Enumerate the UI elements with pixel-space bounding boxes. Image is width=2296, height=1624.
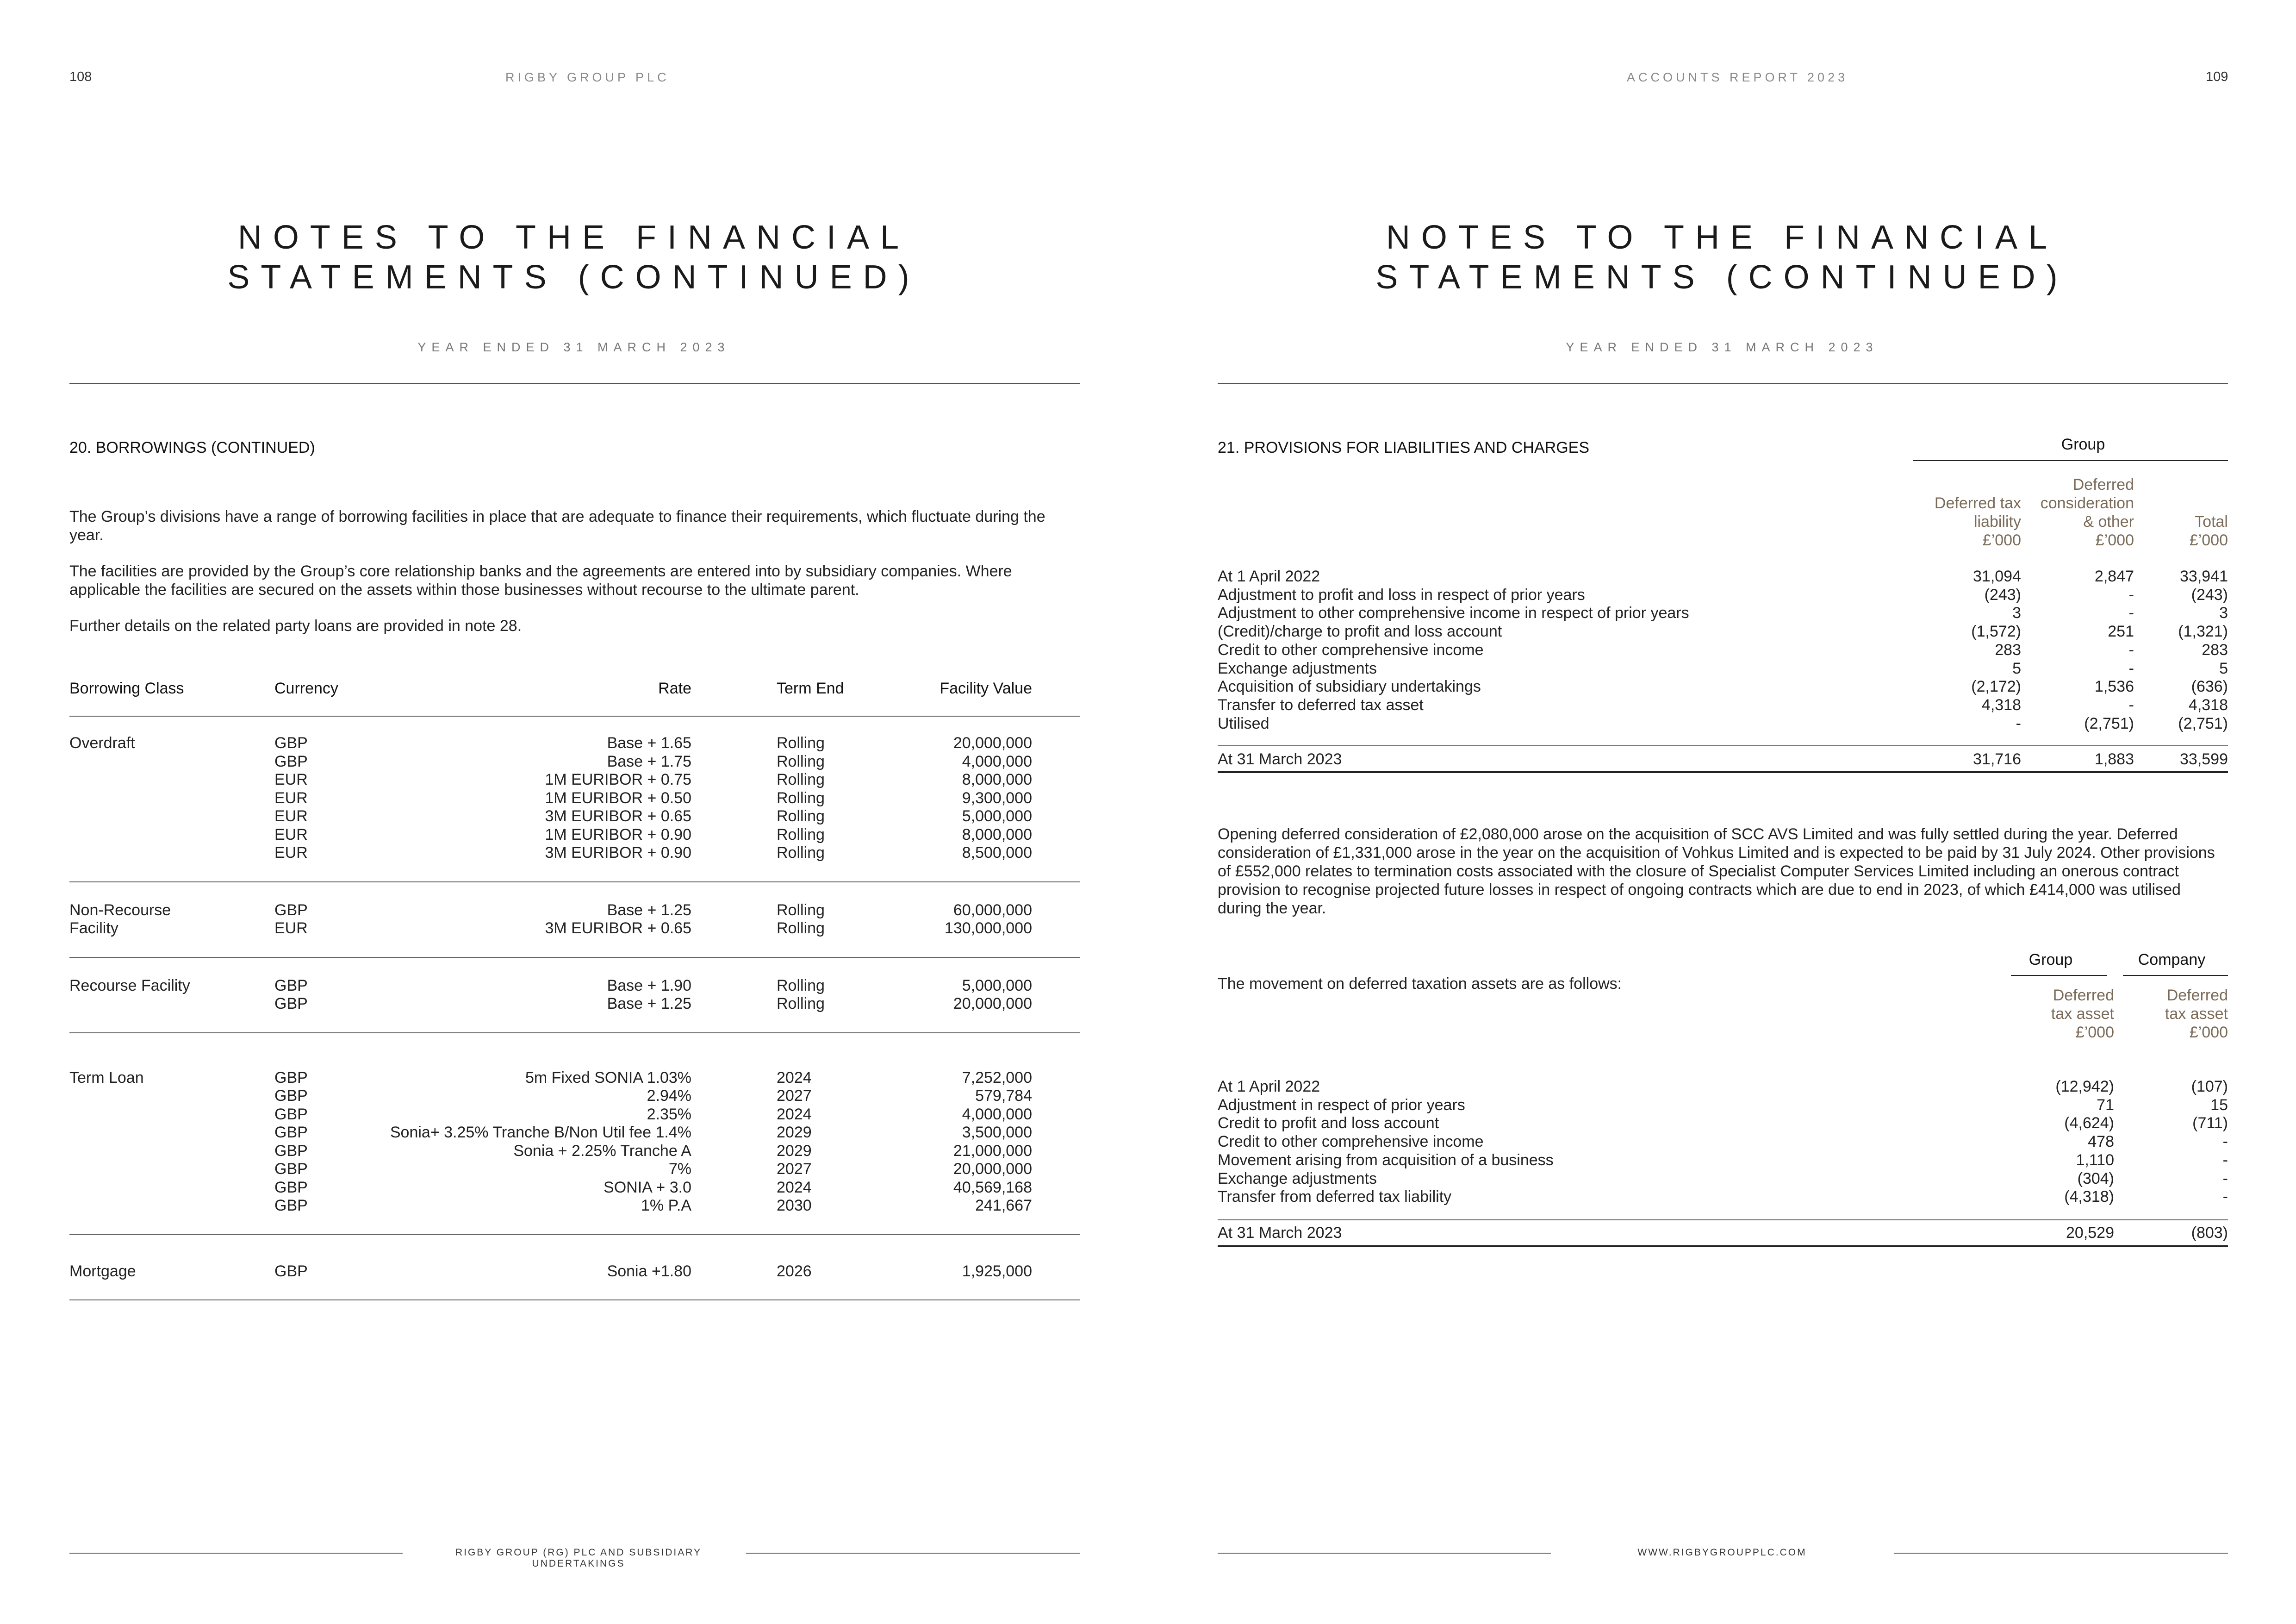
- column-header: Facility Value: [940, 680, 1032, 697]
- currency-cell: EUR: [274, 919, 308, 937]
- value-cell: (4,624): [2064, 1114, 2114, 1132]
- facility-value-cell: 9,300,000: [962, 789, 1032, 807]
- term-end-cell: Rolling: [777, 901, 825, 919]
- facility-value-cell: 579,784: [975, 1087, 1032, 1105]
- borrowing-class: Non-Recourse: [69, 901, 171, 919]
- currency-cell: GBP: [274, 1142, 308, 1160]
- rate-cell: Sonia +1.80: [607, 1262, 691, 1280]
- term-end-cell: Rolling: [777, 919, 825, 937]
- row-label: Adjustment to profit and loss in respect of prior years: [1218, 586, 1585, 604]
- row-label: Acquisition of subsidiary undertakings: [1218, 678, 1481, 696]
- value-cell: 33,599: [2180, 750, 2228, 768]
- value-cell: 283: [1995, 641, 2021, 659]
- currency-cell: EUR: [274, 825, 308, 843]
- facility-value-cell: 241,667: [975, 1197, 1032, 1214]
- column-header: Rate: [658, 680, 691, 697]
- term-end-cell: Rolling: [777, 807, 825, 825]
- column-header: Deferred: [2166, 987, 2228, 1004]
- running-head: RIGBY GROUP PLC: [505, 70, 670, 84]
- row-label: Credit to other comprehensive income: [1218, 1133, 1484, 1151]
- rate-cell: Sonia+ 3.25% Tranche B/Non Util fee 1.4%: [390, 1124, 691, 1141]
- value-cell: 3: [2012, 604, 2021, 622]
- company-label: Company: [2138, 951, 2206, 968]
- facility-value-cell: 1,925,000: [962, 1262, 1032, 1280]
- value-cell: -: [2222, 1169, 2228, 1187]
- table-divider: [69, 716, 1080, 717]
- rate-cell: 5m Fixed SONIA 1.03%: [525, 1068, 691, 1087]
- page-number: 109: [2206, 69, 2228, 84]
- value-cell: (12,942): [2055, 1078, 2114, 1095]
- currency-cell: GBP: [274, 976, 308, 994]
- row-label: Adjustment to other comprehensive income in respect of prior years: [1218, 604, 1689, 622]
- page-subtitle: YEAR ENDED 31 MARCH 2023: [417, 340, 730, 354]
- title-line-2: STATEMENTS (CONTINUED): [1375, 259, 2069, 296]
- running-head: ACCOUNTS REPORT 2023: [1627, 70, 1848, 84]
- term-end-cell: Rolling: [777, 789, 825, 807]
- rate-cell: 2.94%: [647, 1087, 691, 1105]
- column-header: & other: [2083, 513, 2134, 531]
- column-header: liability: [1973, 513, 2021, 531]
- currency-cell: EUR: [274, 807, 308, 825]
- page-title: [1218, 218, 2227, 297]
- right-page: [1148, 0, 2296, 1624]
- value-cell: 283: [2202, 641, 2228, 659]
- column-header: £’000: [2095, 531, 2134, 549]
- term-end-cell: 2024: [777, 1068, 812, 1087]
- currency-cell: GBP: [274, 1197, 308, 1214]
- footer-text: RIGBY GROUP (RG) PLC AND SUBSIDIARY UNDERTAKINGS: [455, 1547, 702, 1569]
- facility-value-cell: 21,000,000: [953, 1142, 1032, 1160]
- company-underline: [2123, 975, 2228, 976]
- facility-value-cell: 5,000,000: [962, 807, 1032, 825]
- title-line-1: NOTES TO THE FINANCIAL: [237, 219, 910, 256]
- footer-rule: [69, 1553, 403, 1554]
- currency-cell: EUR: [274, 771, 308, 788]
- column-header: £’000: [2075, 1024, 2114, 1041]
- value-cell: -: [2222, 1188, 2228, 1206]
- value-cell: (1,321): [2178, 623, 2228, 641]
- value-cell: 478: [2088, 1133, 2114, 1151]
- currency-cell: GBP: [274, 1068, 308, 1087]
- value-cell: (107): [2191, 1078, 2228, 1095]
- row-label: Transfer to deferred tax asset: [1218, 696, 1424, 714]
- value-cell: (304): [2077, 1169, 2114, 1187]
- facility-value-cell: 4,000,000: [962, 752, 1032, 770]
- footer-rule: [1894, 1553, 2228, 1554]
- rate-cell: Sonia + 2.25% Tranche A: [513, 1142, 691, 1160]
- borrowing-class: Mortgage: [69, 1262, 136, 1280]
- value-cell: (243): [1984, 586, 2021, 604]
- value-cell: 2,847: [2094, 568, 2134, 585]
- header-divider: [69, 383, 1080, 384]
- row-label: Transfer from deferred tax liability: [1218, 1188, 1452, 1206]
- value-cell: -: [2128, 659, 2134, 677]
- total-rule-bottom: [1218, 1245, 2228, 1247]
- rate-cell: Base + 1.25: [607, 901, 691, 919]
- value-cell: (4,318): [2064, 1188, 2114, 1206]
- rate-cell: Base + 1.90: [607, 976, 691, 994]
- value-cell: 15: [2210, 1096, 2228, 1114]
- row-label: At 31 March 2023: [1218, 1224, 1342, 1242]
- facility-value-cell: 3,500,000: [962, 1124, 1032, 1141]
- row-label: (Credit)/charge to profit and loss account: [1218, 623, 1502, 641]
- currency-cell: GBP: [274, 734, 308, 752]
- table-divider: [69, 957, 1080, 958]
- rate-cell: 3M EURIBOR + 0.65: [545, 807, 691, 825]
- value-cell: (711): [2192, 1114, 2228, 1132]
- value-cell: 33,941: [2180, 568, 2228, 585]
- column-header: Deferred: [2072, 476, 2134, 493]
- borrowing-class: Overdraft: [69, 734, 135, 752]
- paragraph: Further details on the related party loans are provided in note 28.: [69, 617, 522, 635]
- currency-cell: EUR: [274, 789, 308, 807]
- value-cell: (2,751): [2178, 714, 2228, 732]
- facility-value-cell: 20,000,000: [953, 995, 1032, 1012]
- value-cell: -: [2128, 696, 2134, 714]
- facility-value-cell: 20,000,000: [953, 734, 1032, 752]
- value-cell: -: [2128, 586, 2134, 604]
- rate-cell: 3M EURIBOR + 0.90: [545, 844, 691, 862]
- facility-value-cell: 7,252,000: [962, 1068, 1032, 1087]
- value-cell: (636): [2191, 678, 2228, 696]
- currency-cell: GBP: [274, 1178, 308, 1196]
- value-cell: 1,536: [2094, 678, 2134, 696]
- paragraph: Opening deferred consideration of £2,080,000 arose on the acquisition of SCC AVS Limited and was fully settled during the year. Deferred consideration of £1,331,000 arose in the year on the acquisition of Vohkus Limited and is expected to be paid by 31 July 2024. Other provisions of £552,000 relates to termination costs associated with the closure of Specialist Computer Services Limited including an onerous contract provision to recognise projected future losses in respect of ongoing contracts which are due to end in 2023, of which £414,000 was utilised during the year.: [1218, 825, 2215, 917]
- rate-cell: 1M EURIBOR + 0.50: [545, 789, 691, 807]
- page-subtitle: YEAR ENDED 31 MARCH 2023: [1566, 340, 1879, 354]
- term-end-cell: 2027: [777, 1160, 812, 1178]
- value-cell: 4,318: [1981, 696, 2021, 714]
- column-header: £’000: [2189, 1024, 2228, 1041]
- facility-value-cell: 60,000,000: [953, 901, 1032, 919]
- footer-link[interactable]: WWW.RIGBYGROUPPLC.COM: [1637, 1547, 1807, 1558]
- value-cell: 31,716: [1973, 750, 2021, 768]
- value-cell: 71: [2097, 1096, 2114, 1114]
- column-header: £’000: [1982, 531, 2021, 549]
- term-end-cell: 2024: [777, 1105, 812, 1123]
- column-header: Term End: [777, 680, 844, 697]
- row-label: Exchange adjustments: [1218, 659, 1377, 677]
- currency-cell: GBP: [274, 1160, 308, 1178]
- rate-cell: SONIA + 3.0: [604, 1178, 691, 1196]
- value-cell: (243): [2191, 586, 2228, 604]
- rate-cell: Base + 1.65: [607, 734, 691, 752]
- row-label: At 31 March 2023: [1218, 750, 1342, 768]
- column-header: tax asset: [2051, 1005, 2114, 1023]
- table-intro: The movement on deferred taxation assets are as follows:: [1218, 975, 1622, 993]
- currency-cell: GBP: [274, 752, 308, 770]
- borrowing-class: Recourse Facility: [69, 976, 190, 994]
- currency-cell: GBP: [274, 1087, 308, 1105]
- header-divider: [1218, 383, 2228, 384]
- facility-value-cell: 130,000,000: [944, 919, 1032, 937]
- term-end-cell: Rolling: [777, 995, 825, 1012]
- term-end-cell: Rolling: [777, 844, 825, 862]
- column-header: tax asset: [2165, 1005, 2228, 1023]
- facility-value-cell: 8,000,000: [962, 771, 1032, 788]
- value-cell: 20,529: [2066, 1224, 2114, 1242]
- column-header: £’000: [2189, 531, 2228, 549]
- value-cell: -: [2128, 641, 2134, 659]
- title-line-2: STATEMENTS (CONTINUED): [227, 259, 921, 296]
- rate-cell: 2.35%: [647, 1105, 691, 1123]
- group-underline: [1913, 460, 2228, 461]
- facility-value-cell: 20,000,000: [953, 1160, 1032, 1178]
- value-cell: (803): [2191, 1224, 2228, 1242]
- rate-cell: 1M EURIBOR + 0.75: [545, 771, 691, 788]
- facility-value-cell: 8,000,000: [962, 825, 1032, 843]
- value-cell: 1,110: [2076, 1151, 2114, 1169]
- term-end-cell: Rolling: [777, 752, 825, 770]
- currency-cell: GBP: [274, 901, 308, 919]
- facility-value-cell: 8,500,000: [962, 844, 1032, 862]
- value-cell: (1,572): [1971, 623, 2021, 641]
- row-label: Credit to profit and loss account: [1218, 1114, 1439, 1132]
- value-cell: 4,318: [2188, 696, 2228, 714]
- currency-cell: GBP: [274, 1124, 308, 1141]
- row-label: Utilised: [1218, 714, 1269, 732]
- value-cell: -: [2128, 604, 2134, 622]
- facility-value-cell: 5,000,000: [962, 976, 1032, 994]
- term-end-cell: Rolling: [777, 771, 825, 788]
- column-header: Currency: [274, 680, 338, 697]
- row-label: Credit to other comprehensive income: [1218, 641, 1484, 659]
- row-label: Exchange adjustments: [1218, 1169, 1377, 1187]
- currency-cell: GBP: [274, 1105, 308, 1123]
- row-label: Movement arising from acquisition of a business: [1218, 1151, 1554, 1169]
- value-cell: 5: [2219, 659, 2228, 677]
- total-rule-top: [1218, 745, 2228, 746]
- value-cell: 5: [2012, 659, 2021, 677]
- term-end-cell: 2027: [777, 1087, 812, 1105]
- value-cell: 1,883: [2094, 750, 2134, 768]
- borrowing-class: Facility: [69, 919, 118, 937]
- table-divider: [69, 1234, 1080, 1235]
- rate-cell: Base + 1.25: [607, 995, 691, 1012]
- section-heading: 20. BORROWINGS (CONTINUED): [69, 439, 315, 456]
- column-header: Deferred tax: [1934, 494, 2021, 512]
- table-divider: [69, 1032, 1080, 1033]
- footer-rule: [1218, 1553, 1551, 1554]
- column-header: Total: [2195, 513, 2228, 531]
- paragraph: The Group’s divisions have a range of borrowing facilities in place that are adequate to finance their requirements, which fluctuate during the year.: [69, 508, 1045, 544]
- table-divider: [69, 881, 1080, 882]
- value-cell: -: [2222, 1151, 2228, 1169]
- group-label: Group: [2028, 951, 2073, 968]
- value-cell: 3: [2219, 604, 2228, 622]
- rate-cell: Base + 1.75: [607, 752, 691, 770]
- value-cell: 31,094: [1973, 568, 2021, 585]
- rate-cell: 3M EURIBOR + 0.65: [545, 919, 691, 937]
- column-header: consideration: [2040, 494, 2134, 512]
- term-end-cell: 2030: [777, 1197, 812, 1214]
- value-cell: (2,172): [1971, 678, 2021, 696]
- total-rule-bottom: [1218, 771, 2228, 773]
- table-divider: [69, 1299, 1080, 1300]
- value-cell: -: [2222, 1133, 2228, 1151]
- value-cell: -: [2016, 714, 2021, 732]
- column-header: Borrowing Class: [69, 680, 184, 697]
- group-label: Group: [2061, 436, 2105, 453]
- facility-value-cell: 4,000,000: [962, 1105, 1032, 1123]
- row-label: At 1 April 2022: [1218, 568, 1320, 585]
- currency-cell: GBP: [274, 1262, 308, 1280]
- currency-cell: EUR: [274, 844, 308, 862]
- term-end-cell: Rolling: [777, 825, 825, 843]
- facility-value-cell: 40,569,168: [953, 1178, 1032, 1196]
- title-line-1: NOTES TO THE FINANCIAL: [1386, 219, 2059, 256]
- borrowing-class: Term Loan: [69, 1068, 144, 1087]
- row-label: At 1 April 2022: [1218, 1078, 1320, 1095]
- term-end-cell: 2029: [777, 1142, 812, 1160]
- page-number: 108: [69, 69, 92, 84]
- value-cell: 251: [2108, 623, 2134, 641]
- section-heading: 21. PROVISIONS FOR LIABILITIES AND CHARGES: [1218, 439, 1590, 456]
- term-end-cell: Rolling: [777, 976, 825, 994]
- row-label: Adjustment in respect of prior years: [1218, 1096, 1465, 1114]
- term-end-cell: 2029: [777, 1124, 812, 1141]
- column-header: Deferred: [2053, 987, 2114, 1004]
- paragraph: The facilities are provided by the Group’s core relationship banks and the agreements are entered into by subsidiary companies. Where applicable the facilities are secured on the assets within those businesses without recourse to the ultimate parent.: [69, 562, 1012, 599]
- term-end-cell: 2024: [777, 1178, 812, 1196]
- rate-cell: 1M EURIBOR + 0.90: [545, 825, 691, 843]
- group-underline: [2011, 975, 2107, 976]
- page-title: [69, 218, 1078, 297]
- currency-cell: GBP: [274, 995, 308, 1012]
- value-cell: (2,751): [2084, 714, 2134, 732]
- rate-cell: 1% P.A: [641, 1197, 691, 1214]
- rate-cell: 7%: [668, 1160, 691, 1178]
- term-end-cell: Rolling: [777, 734, 825, 752]
- total-rule-top: [1218, 1219, 2228, 1220]
- term-end-cell: 2026: [777, 1262, 812, 1280]
- footer-rule: [746, 1553, 1080, 1554]
